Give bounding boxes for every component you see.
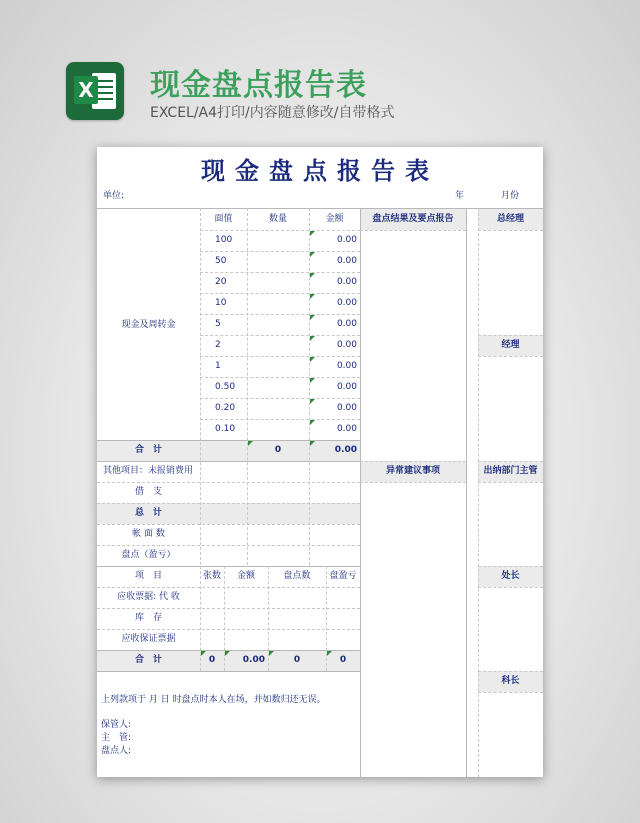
approval-division-head: 处长 xyxy=(501,571,520,581)
approval-section-head: 科长 xyxy=(501,676,520,686)
cash-total-label: 合 计 xyxy=(134,445,162,455)
page-header xyxy=(0,0,640,140)
col-amount: 金额 xyxy=(325,214,344,224)
items-total-counted: 0 xyxy=(293,655,301,665)
items-row-label: 应收票据: 代 收 xyxy=(117,592,180,602)
result-report-header: 盘点结果及要点报告 xyxy=(372,214,454,224)
report-sheet xyxy=(97,147,543,777)
cash-total-amount: 0.00 xyxy=(334,445,357,455)
cash-denom: 10 xyxy=(215,298,227,308)
cash-amount[interactable]: 0.00 xyxy=(336,235,357,245)
items-row-label: 应收保证票据 xyxy=(121,634,176,644)
excel-logo-letter: X xyxy=(74,76,98,104)
cash-amount[interactable]: 0.00 xyxy=(336,424,357,434)
items-col-counted: 盘点数 xyxy=(283,571,311,581)
items-total-diff: 0 xyxy=(339,655,347,665)
cash-denom: 1 xyxy=(215,361,221,371)
subtotal-label: 总 计 xyxy=(134,508,162,518)
col-denomination: 面值 xyxy=(214,214,233,224)
excel-icon xyxy=(66,62,124,120)
items-total-count: 0 xyxy=(208,655,216,665)
cash-denom: 2 xyxy=(215,340,221,350)
unit-label: 单位: xyxy=(103,191,125,201)
cash-denom: 0.10 xyxy=(215,424,236,434)
cash-denom: 50 xyxy=(215,256,227,266)
items-col-count: 张数 xyxy=(202,571,221,581)
cash-denom: 0.20 xyxy=(215,403,236,413)
cash-total-qty: 0 xyxy=(274,445,282,455)
approval-manager: 经理 xyxy=(501,340,520,350)
year-label: 年 xyxy=(455,191,465,201)
cash-section-label: 现金及周转金 xyxy=(121,320,176,330)
cash-denom: 5 xyxy=(215,319,221,329)
approval-cashier-head: 出纳部门主管 xyxy=(483,466,538,476)
cash-denom: 100 xyxy=(215,235,233,245)
cash-amount[interactable]: 0.00 xyxy=(336,277,357,287)
items-total-amount: 0.00 xyxy=(242,655,265,665)
cash-denom: 0.50 xyxy=(215,382,236,392)
items-col-diff: 盘盈亏 xyxy=(329,571,357,581)
abnormal-suggestion-header: 异常建议事项 xyxy=(385,466,440,476)
unreported-expense-label: 其他项目：未报销费用 xyxy=(103,466,194,476)
page-subtitle: EXCEL/A4打印/内容随意修改/自带格式 xyxy=(150,105,395,121)
cash-amount[interactable]: 0.00 xyxy=(336,403,357,413)
surplus-label: 盘点（盈亏） xyxy=(121,550,176,560)
borrow-label: 借 支 xyxy=(134,487,162,497)
cash-amount[interactable]: 0.00 xyxy=(336,361,357,371)
cash-amount[interactable]: 0.00 xyxy=(336,319,357,329)
items-row-label: 库 存 xyxy=(134,613,162,623)
cash-amount[interactable]: 0.00 xyxy=(336,298,357,308)
items-total-label: 合 计 xyxy=(134,655,162,665)
signer-supervisor[interactable]: 主 管: xyxy=(101,733,132,743)
page-title: 现金盘点报告表 xyxy=(150,68,367,103)
cash-amount[interactable]: 0.00 xyxy=(336,340,357,350)
approval-general-manager: 总经理 xyxy=(496,214,524,224)
month-label: 月份 xyxy=(501,191,520,201)
items-col-item: 项 目 xyxy=(134,571,162,581)
signer-keeper[interactable]: 保管人: xyxy=(101,720,132,730)
book-value-label: 帐 面 数 xyxy=(132,529,165,539)
items-col-amount: 金额 xyxy=(236,571,255,581)
confirmation-note: 上列款项于 月 日 时盘点时本人在场，并如数归还无误。 xyxy=(101,695,326,705)
report-title: 现金盘点报告表 xyxy=(201,157,439,185)
cash-denom: 20 xyxy=(215,277,227,287)
col-quantity: 数量 xyxy=(268,214,287,224)
cash-amount[interactable]: 0.00 xyxy=(336,382,357,392)
cash-amount[interactable]: 0.00 xyxy=(336,256,357,266)
signer-counter[interactable]: 盘点人: xyxy=(101,746,132,756)
